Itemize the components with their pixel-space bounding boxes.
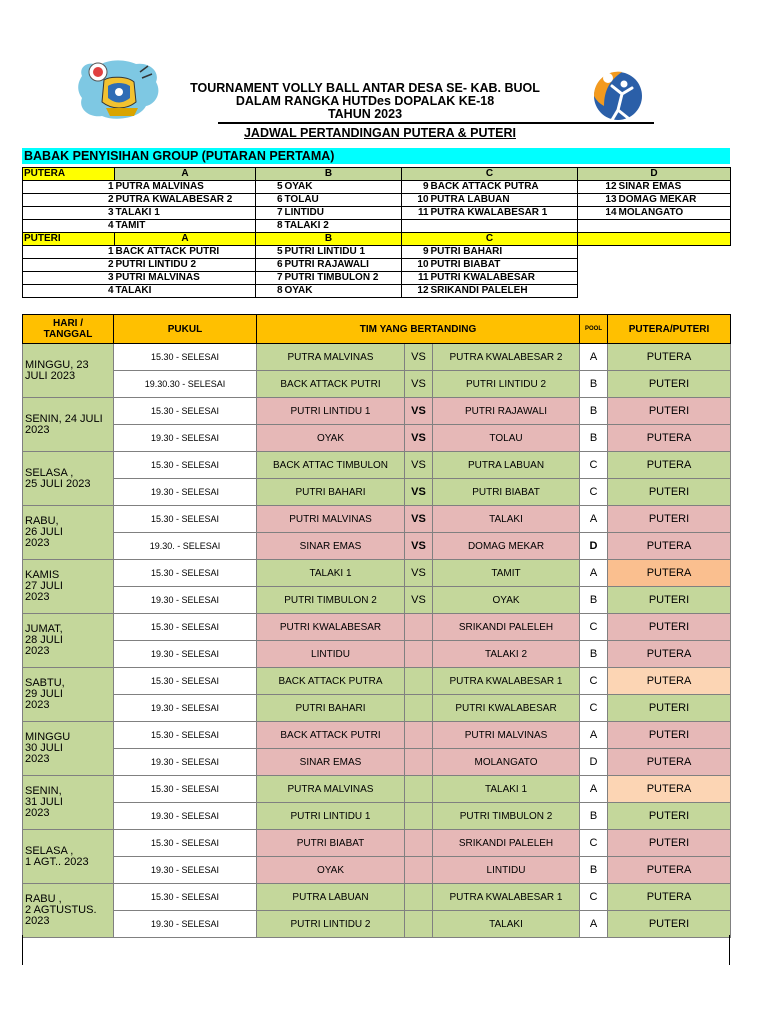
match-pool: C bbox=[580, 884, 608, 911]
match-category: PUTERI bbox=[608, 803, 731, 830]
team-number bbox=[578, 220, 618, 233]
team-home: PUTRI KWALABESAR bbox=[257, 614, 405, 641]
group-row bbox=[23, 207, 731, 220]
team-home: BACK ATTACK PUTRA bbox=[257, 668, 405, 695]
group-row-filler bbox=[578, 285, 731, 298]
team-away: TALAKI bbox=[433, 506, 580, 533]
match-day-cell bbox=[23, 560, 114, 614]
team-name: PUTRI LINTIDU 1 bbox=[284, 246, 402, 259]
team-number: 10 bbox=[402, 194, 430, 207]
match-time: 19.30 - SELESAI bbox=[114, 695, 257, 722]
team-away: DOMAG MEKAR bbox=[433, 533, 580, 560]
team-away: PUTRI LINTIDU 2 bbox=[433, 371, 580, 398]
team-number: 4 bbox=[23, 220, 115, 233]
vs-label bbox=[405, 749, 433, 776]
vs-label bbox=[405, 668, 433, 695]
match-pool: C bbox=[580, 614, 608, 641]
title-line-1: TOURNAMENT VOLLY BALL ANTAR DESA SE- KAB. BUOL bbox=[190, 81, 540, 95]
match-day-label: RABU, 26 JULI 2023 bbox=[25, 515, 63, 549]
team-home: OYAK bbox=[257, 425, 405, 452]
group-row bbox=[23, 181, 731, 194]
match-row bbox=[23, 803, 731, 830]
team-home: BACK ATTAC TIMBULON bbox=[257, 452, 405, 479]
match-time: 15.30 - SELESAI bbox=[114, 722, 257, 749]
match-time: 15.30 - SELESAI bbox=[114, 398, 257, 425]
match-time: 15.30 - SELESAI bbox=[114, 668, 257, 695]
match-row bbox=[23, 695, 731, 722]
col-header-time: PUKUL bbox=[114, 315, 257, 344]
match-day-label: SELASA , 1 AGT.. 2023 bbox=[25, 844, 89, 868]
team-name: PUTRA KWALABESAR 1 bbox=[430, 207, 578, 220]
team-away: TALAKI 1 bbox=[433, 776, 580, 803]
match-day-label: MINGGU, 23 JULI 2023 bbox=[25, 358, 89, 382]
match-category: PUTERI bbox=[608, 506, 731, 533]
match-category: PUTERI bbox=[608, 830, 731, 857]
match-category: PUTERA bbox=[608, 425, 731, 452]
team-name bbox=[430, 220, 578, 233]
group-label-C: C bbox=[402, 168, 578, 181]
match-row bbox=[23, 371, 731, 398]
team-name: OYAK bbox=[284, 181, 402, 194]
group-header-filler bbox=[578, 233, 731, 246]
team-away: TAMIT bbox=[433, 560, 580, 587]
team-name: LINTIDU bbox=[284, 207, 402, 220]
match-day-cell bbox=[23, 398, 114, 452]
team-name: TOLAU bbox=[284, 194, 402, 207]
team-name: TALAKI 1 bbox=[115, 207, 256, 220]
group-row-filler bbox=[578, 246, 731, 259]
vs-label bbox=[405, 857, 433, 884]
match-day-cell bbox=[23, 614, 114, 668]
vs-label bbox=[405, 722, 433, 749]
match-time: 19.30 - SELESAI bbox=[114, 749, 257, 776]
team-away: PUTRI TIMBULON 2 bbox=[433, 803, 580, 830]
team-name: PUTRI RAJAWALI bbox=[284, 259, 402, 272]
match-row bbox=[23, 749, 731, 776]
team-number: 7 bbox=[256, 207, 284, 220]
team-away: OYAK bbox=[433, 587, 580, 614]
match-category: PUTERA bbox=[608, 884, 731, 911]
village-emblem-logo bbox=[76, 58, 162, 124]
match-category: PUTERA bbox=[608, 857, 731, 884]
match-time: 15.30 - SELESAI bbox=[114, 614, 257, 641]
team-name bbox=[618, 220, 731, 233]
header-divider bbox=[218, 122, 654, 124]
match-row bbox=[23, 479, 731, 506]
match-pool: B bbox=[580, 425, 608, 452]
vs-label: VS bbox=[405, 506, 433, 533]
match-category: PUTERA bbox=[608, 452, 731, 479]
team-number: 5 bbox=[256, 246, 284, 259]
vs-label bbox=[405, 641, 433, 668]
match-time: 19.30. - SELESAI bbox=[114, 533, 257, 560]
team-home: BACK ATTACK PUTRI bbox=[257, 722, 405, 749]
match-day-label: MINGGU 30 JULI 2023 bbox=[25, 731, 71, 765]
team-home: PUTRI LINTIDU 1 bbox=[257, 398, 405, 425]
match-time: 15.30 - SELESAI bbox=[114, 506, 257, 533]
vs-label: VS bbox=[405, 371, 433, 398]
team-name: BACK ATTACK PUTRI bbox=[115, 246, 256, 259]
match-time: 19.30 - SELESAI bbox=[114, 479, 257, 506]
match-day-cell bbox=[23, 452, 114, 506]
match-time: 15.30 - SELESAI bbox=[114, 884, 257, 911]
match-category: PUTERI bbox=[608, 722, 731, 749]
team-name: TALAKI bbox=[115, 285, 256, 298]
match-row bbox=[23, 857, 731, 884]
match-row bbox=[23, 425, 731, 452]
match-pool: A bbox=[580, 506, 608, 533]
vs-label bbox=[405, 695, 433, 722]
match-time: 19.30 - SELESAI bbox=[114, 911, 257, 938]
group-category-label: PUTERI bbox=[23, 233, 115, 246]
group-label-D: D bbox=[578, 168, 731, 181]
group-label-A: A bbox=[115, 168, 256, 181]
match-pool: B bbox=[580, 641, 608, 668]
team-away: LINTIDU bbox=[433, 857, 580, 884]
vs-label: VS bbox=[405, 533, 433, 560]
match-time: 15.30 - SELESAI bbox=[114, 776, 257, 803]
team-away: SRIKANDI PALELEH bbox=[433, 614, 580, 641]
match-day-cell bbox=[23, 776, 114, 830]
match-day-label: KAMIS 27 JULI 2023 bbox=[25, 569, 63, 603]
team-name: BACK ATTACK PUTRA bbox=[430, 181, 578, 194]
vs-label bbox=[405, 803, 433, 830]
team-number: 2 bbox=[23, 259, 115, 272]
match-day-label: SENIN, 24 JULI 2023 bbox=[25, 412, 103, 436]
team-number: 13 bbox=[578, 194, 618, 207]
team-home: PUTRA MALVINAS bbox=[257, 776, 405, 803]
team-number: 3 bbox=[23, 207, 115, 220]
group-row-filler bbox=[578, 259, 731, 272]
match-pool: D bbox=[580, 749, 608, 776]
group-row bbox=[23, 259, 731, 272]
match-time: 19.30 - SELESAI bbox=[114, 587, 257, 614]
group-label-C: C bbox=[402, 233, 578, 246]
table-bottom-edge bbox=[22, 935, 730, 965]
team-number: 11 bbox=[402, 207, 430, 220]
match-time: 15.30 - SELESAI bbox=[114, 560, 257, 587]
match-day-cell bbox=[23, 884, 114, 938]
match-time: 19.30 - SELESAI bbox=[114, 425, 257, 452]
team-away: SRIKANDI PALELEH bbox=[433, 830, 580, 857]
team-home: PUTRI LINTIDU 2 bbox=[257, 911, 405, 938]
group-row bbox=[23, 194, 731, 207]
team-name: MOLANGATO bbox=[618, 207, 731, 220]
team-number: 6 bbox=[256, 194, 284, 207]
group-row bbox=[23, 272, 731, 285]
match-time: 19.30 - SELESAI bbox=[114, 857, 257, 884]
team-name: PUTRI MALVINAS bbox=[115, 272, 256, 285]
stage-heading: BABAK PENYISIHAN GROUP (PUTARAN PERTAMA) bbox=[22, 148, 730, 164]
match-category: PUTERA bbox=[608, 749, 731, 776]
match-pool: C bbox=[580, 668, 608, 695]
vs-label: VS bbox=[405, 560, 433, 587]
match-pool: A bbox=[580, 722, 608, 749]
team-away: TALAKI 2 bbox=[433, 641, 580, 668]
team-name: PUTRI BAHARI bbox=[430, 246, 578, 259]
team-home: SINAR EMAS bbox=[257, 533, 405, 560]
team-number: 6 bbox=[256, 259, 284, 272]
match-category: PUTERI bbox=[608, 587, 731, 614]
team-home: OYAK bbox=[257, 857, 405, 884]
match-row bbox=[23, 587, 731, 614]
team-number: 11 bbox=[402, 272, 430, 285]
team-number: 5 bbox=[256, 181, 284, 194]
team-name: PUTRI LINTIDU 2 bbox=[115, 259, 256, 272]
team-home: PUTRI BAHARI bbox=[257, 695, 405, 722]
team-name: PUTRI BIABAT bbox=[430, 259, 578, 272]
match-day-cell bbox=[23, 668, 114, 722]
team-away: MOLANGATO bbox=[433, 749, 580, 776]
match-category: PUTERA bbox=[608, 776, 731, 803]
match-day-label: SABTU, 29 JULI 2023 bbox=[25, 677, 65, 711]
match-day-cell bbox=[23, 830, 114, 884]
team-away: PUTRA KWALABESAR 1 bbox=[433, 668, 580, 695]
group-row bbox=[23, 220, 731, 233]
team-away: PUTRA KWALABESAR 2 bbox=[433, 344, 580, 371]
match-category: PUTERA bbox=[608, 533, 731, 560]
team-name: SRIKANDI PALELEH bbox=[430, 285, 578, 298]
match-pool: C bbox=[580, 695, 608, 722]
match-day-cell bbox=[23, 344, 114, 398]
group-row bbox=[23, 246, 731, 259]
team-away: PUTRI BIABAT bbox=[433, 479, 580, 506]
schedule-subtitle: JADWAL PERTANDINGAN PUTERA & PUTERI bbox=[243, 126, 516, 140]
vs-label: VS bbox=[405, 398, 433, 425]
team-away: PUTRA KWALABESAR 1 bbox=[433, 884, 580, 911]
match-row bbox=[23, 830, 731, 857]
match-time: 19.30 - SELESAI bbox=[114, 641, 257, 668]
match-row bbox=[23, 533, 731, 560]
match-day-cell bbox=[23, 506, 114, 560]
match-pool: B bbox=[580, 371, 608, 398]
team-away: PUTRI KWALABESAR bbox=[433, 695, 580, 722]
team-home: PUTRI BIABAT bbox=[257, 830, 405, 857]
match-row bbox=[23, 641, 731, 668]
match-pool: D bbox=[580, 533, 608, 560]
team-name: OYAK bbox=[284, 285, 402, 298]
team-home: LINTIDU bbox=[257, 641, 405, 668]
match-pool: C bbox=[580, 452, 608, 479]
group-label-B: B bbox=[256, 233, 402, 246]
team-number: 8 bbox=[256, 285, 284, 298]
match-category: PUTERA bbox=[608, 344, 731, 371]
match-pool: B bbox=[580, 587, 608, 614]
team-number: 12 bbox=[402, 285, 430, 298]
match-category: PUTERI bbox=[608, 614, 731, 641]
match-time: 15.30 - SELESAI bbox=[114, 344, 257, 371]
team-number: 3 bbox=[23, 272, 115, 285]
team-number: 2 bbox=[23, 194, 115, 207]
volleyball-player-logo bbox=[582, 66, 648, 124]
vs-label bbox=[405, 776, 433, 803]
team-home: PUTRI MALVINAS bbox=[257, 506, 405, 533]
group-header-row bbox=[23, 168, 731, 181]
team-name: TALAKI 2 bbox=[284, 220, 402, 233]
match-day-cell bbox=[23, 722, 114, 776]
vs-label: VS bbox=[405, 452, 433, 479]
match-category: PUTERI bbox=[608, 398, 731, 425]
col-header-day: HARI / TANGGAL bbox=[23, 315, 114, 344]
match-category: PUTERA bbox=[608, 560, 731, 587]
team-number: 1 bbox=[23, 246, 115, 259]
vs-label bbox=[405, 830, 433, 857]
match-row bbox=[23, 398, 731, 425]
team-home: SINAR EMAS bbox=[257, 749, 405, 776]
team-number bbox=[402, 220, 430, 233]
col-header-pool: POOL bbox=[580, 315, 608, 344]
team-home: TALAKI 1 bbox=[257, 560, 405, 587]
team-home: PUTRI TIMBULON 2 bbox=[257, 587, 405, 614]
team-name: PUTRA KWALABESAR 2 bbox=[115, 194, 256, 207]
group-header-row bbox=[23, 233, 731, 246]
team-number: 14 bbox=[578, 207, 618, 220]
match-category: PUTERI bbox=[608, 371, 731, 398]
team-number: 7 bbox=[256, 272, 284, 285]
col-header-teams: TIM YANG BERTANDING bbox=[257, 315, 580, 344]
match-day-label: JUMAT, 28 JULI 2023 bbox=[25, 623, 63, 657]
match-pool: B bbox=[580, 803, 608, 830]
match-category: PUTERA bbox=[608, 641, 731, 668]
match-pool: A bbox=[580, 344, 608, 371]
match-time: 15.30 - SELESAI bbox=[114, 452, 257, 479]
match-pool: C bbox=[580, 479, 608, 506]
team-home: BACK ATTACK PUTRI bbox=[257, 371, 405, 398]
match-category: PUTERA bbox=[608, 668, 731, 695]
match-row bbox=[23, 884, 731, 911]
team-home: PUTRI BAHARI bbox=[257, 479, 405, 506]
vs-label: VS bbox=[405, 425, 433, 452]
groups-table bbox=[22, 167, 731, 298]
team-number: 12 bbox=[578, 181, 618, 194]
team-away: TOLAU bbox=[433, 425, 580, 452]
match-category: PUTERI bbox=[608, 479, 731, 506]
group-row-filler bbox=[578, 272, 731, 285]
vs-label: VS bbox=[405, 587, 433, 614]
match-row bbox=[23, 911, 731, 938]
team-away: PUTRI RAJAWALI bbox=[433, 398, 580, 425]
match-pool: B bbox=[580, 857, 608, 884]
match-row bbox=[23, 506, 731, 533]
team-number: 10 bbox=[402, 259, 430, 272]
match-day-label: RABU , 2 AGTUSTUS. 2023 bbox=[25, 893, 97, 927]
team-name: PUTRA LABUAN bbox=[430, 194, 578, 207]
title-line-3: TAHUN 2023 bbox=[327, 107, 403, 121]
match-category: PUTERI bbox=[608, 911, 731, 938]
match-row bbox=[23, 668, 731, 695]
match-day-label: SENIN, 31 JULI 2023 bbox=[25, 785, 63, 819]
team-number: 1 bbox=[23, 181, 115, 194]
vs-label: VS bbox=[405, 479, 433, 506]
match-row bbox=[23, 722, 731, 749]
match-time: 19.30 - SELESAI bbox=[114, 803, 257, 830]
match-row bbox=[23, 776, 731, 803]
team-away: PUTRA LABUAN bbox=[433, 452, 580, 479]
match-row bbox=[23, 560, 731, 587]
match-category: PUTERI bbox=[608, 695, 731, 722]
group-row bbox=[23, 285, 731, 298]
vs-label: VS bbox=[405, 344, 433, 371]
team-home: PUTRI LINTIDU 1 bbox=[257, 803, 405, 830]
team-number: 9 bbox=[402, 246, 430, 259]
match-pool: B bbox=[580, 398, 608, 425]
team-name: DOMAG MEKAR bbox=[618, 194, 731, 207]
match-day-label: SELASA , 25 JULI 2023 bbox=[25, 466, 91, 490]
team-number: 8 bbox=[256, 220, 284, 233]
group-label-A: A bbox=[115, 233, 256, 246]
match-pool: A bbox=[580, 911, 608, 938]
match-row bbox=[23, 614, 731, 641]
group-label-B: B bbox=[256, 168, 402, 181]
team-name: PUTRI KWALABESAR bbox=[430, 272, 578, 285]
team-home: PUTRA LABUAN bbox=[257, 884, 405, 911]
match-pool: A bbox=[580, 560, 608, 587]
match-pool: C bbox=[580, 830, 608, 857]
title-line-2: DALAM RANGKA HUTDes DOPALAK KE-18 bbox=[235, 94, 495, 108]
team-away: PUTRI MALVINAS bbox=[433, 722, 580, 749]
team-number: 4 bbox=[23, 285, 115, 298]
team-name: SINAR EMAS bbox=[618, 181, 731, 194]
team-home: PUTRA MALVINAS bbox=[257, 344, 405, 371]
team-name: TAMIT bbox=[115, 220, 256, 233]
team-away: TALAKI bbox=[433, 911, 580, 938]
match-time: 15.30 - SELESAI bbox=[114, 830, 257, 857]
schedule-header-row bbox=[23, 315, 731, 344]
tournament-title bbox=[160, 82, 570, 121]
vs-label bbox=[405, 614, 433, 641]
col-header-category: PUTERA/PUTERI bbox=[608, 315, 731, 344]
match-pool: A bbox=[580, 776, 608, 803]
vs-label bbox=[405, 884, 433, 911]
group-category-label: PUTERA bbox=[23, 168, 115, 181]
match-time: 19.30.30 - SELESAI bbox=[114, 371, 257, 398]
match-row bbox=[23, 452, 731, 479]
team-name: PUTRI TIMBULON 2 bbox=[284, 272, 402, 285]
vs-label bbox=[405, 911, 433, 938]
match-row bbox=[23, 344, 731, 371]
team-name: PUTRA MALVINAS bbox=[115, 181, 256, 194]
team-number: 9 bbox=[402, 181, 430, 194]
match-schedule-table bbox=[22, 314, 731, 938]
